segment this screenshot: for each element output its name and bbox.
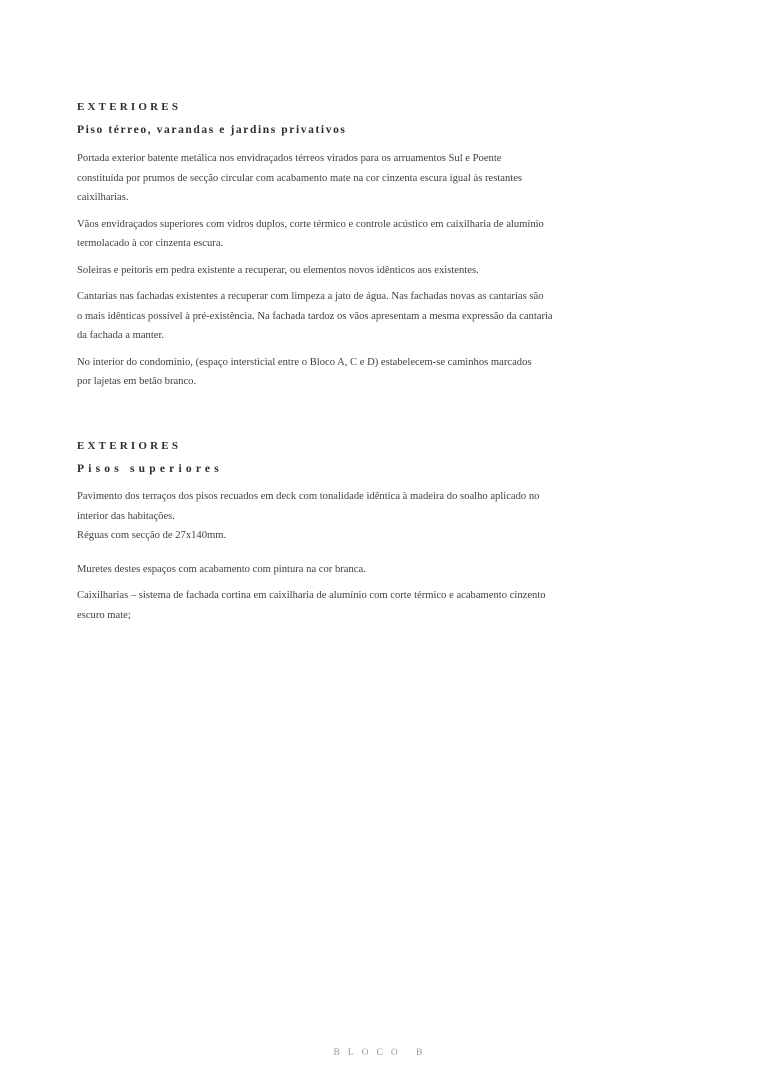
section-body: [77, 487, 687, 625]
paragraph-line: Vãos envidraçados superiores com vidros duplos, corte térmico e controle acústico em caixilharia de alumínio: [77, 218, 544, 230]
section-body: [77, 149, 687, 392]
paragraph-line: Cantarias nas fachadas existentes a recuperar com limpeza a jato de água. Nas fachadas novas as cantarias são: [77, 291, 544, 302]
paragraph: [77, 261, 687, 281]
paragraph: [77, 215, 687, 254]
paragraph: [77, 487, 687, 546]
paragraph: [77, 353, 687, 392]
paragraph-line: Réguas com secção de 27x140mm.: [77, 530, 227, 541]
paragraph-line: Caixilharias – sistema de fachada cortina em caixilharia de alumínio com corte térmico e acabamento cinzento: [77, 590, 546, 601]
paragraph: [77, 586, 687, 625]
paragraph: [77, 560, 687, 580]
section-exteriores-ground-floor: [77, 100, 687, 399]
page-footer: BLOCO B: [333, 1048, 431, 1058]
section-exteriores-upper-floors: [77, 439, 687, 632]
paragraph-line: Pavimento dos terraços dos pisos recuados em deck com tonalidade idêntica à madeira do soalho aplicado no: [77, 491, 540, 502]
section-subtitle: Piso térreo, varandas e jardins privativos: [77, 124, 347, 136]
paragraph-line: caixilharias.: [77, 192, 129, 203]
paragraph-line: escuro mate;: [77, 609, 131, 621]
section-subtitle: Pisos superiores: [77, 463, 223, 475]
paragraph-line: Muretes destes espaços com acabamento com pintura na cor branca.: [77, 563, 366, 575]
paragraph-line: Soleiras e peitoris em pedra existente a recuperar, ou elementos novos idênticos aos existentes.: [77, 264, 479, 276]
paragraph-line: o mais idênticas possível à pré-existência. Na fachada tardoz os vãos apresentam a mesma expressão da cantaria: [77, 310, 553, 322]
paragraph-line: Portada exterior batente metálica nos envidraçados térreos virados para os arruamentos Sul e Poente: [77, 153, 502, 164]
section-kicker: EXTERIORES: [77, 440, 182, 452]
section-kicker: EXTERIORES: [77, 101, 182, 113]
paragraph-line: da fachada a manter.: [77, 330, 165, 341]
paragraph-line: termolacado à cor cinzenta escura.: [77, 238, 224, 249]
paragraph-line: por lajetas em betão branco.: [77, 376, 197, 387]
paragraph-line: constituída por prumos de secção circular com acabamento mate na cor cinzenta escura igual às restantes: [77, 172, 523, 184]
paragraph: [77, 287, 687, 346]
paragraph-line: interior das habitações.: [77, 510, 175, 522]
paragraph-line: No interior do condomínio, (espaço intersticial entre o Bloco A, C e D) estabelecem-se caminhos marcados: [77, 356, 532, 368]
paragraph: [77, 149, 687, 208]
